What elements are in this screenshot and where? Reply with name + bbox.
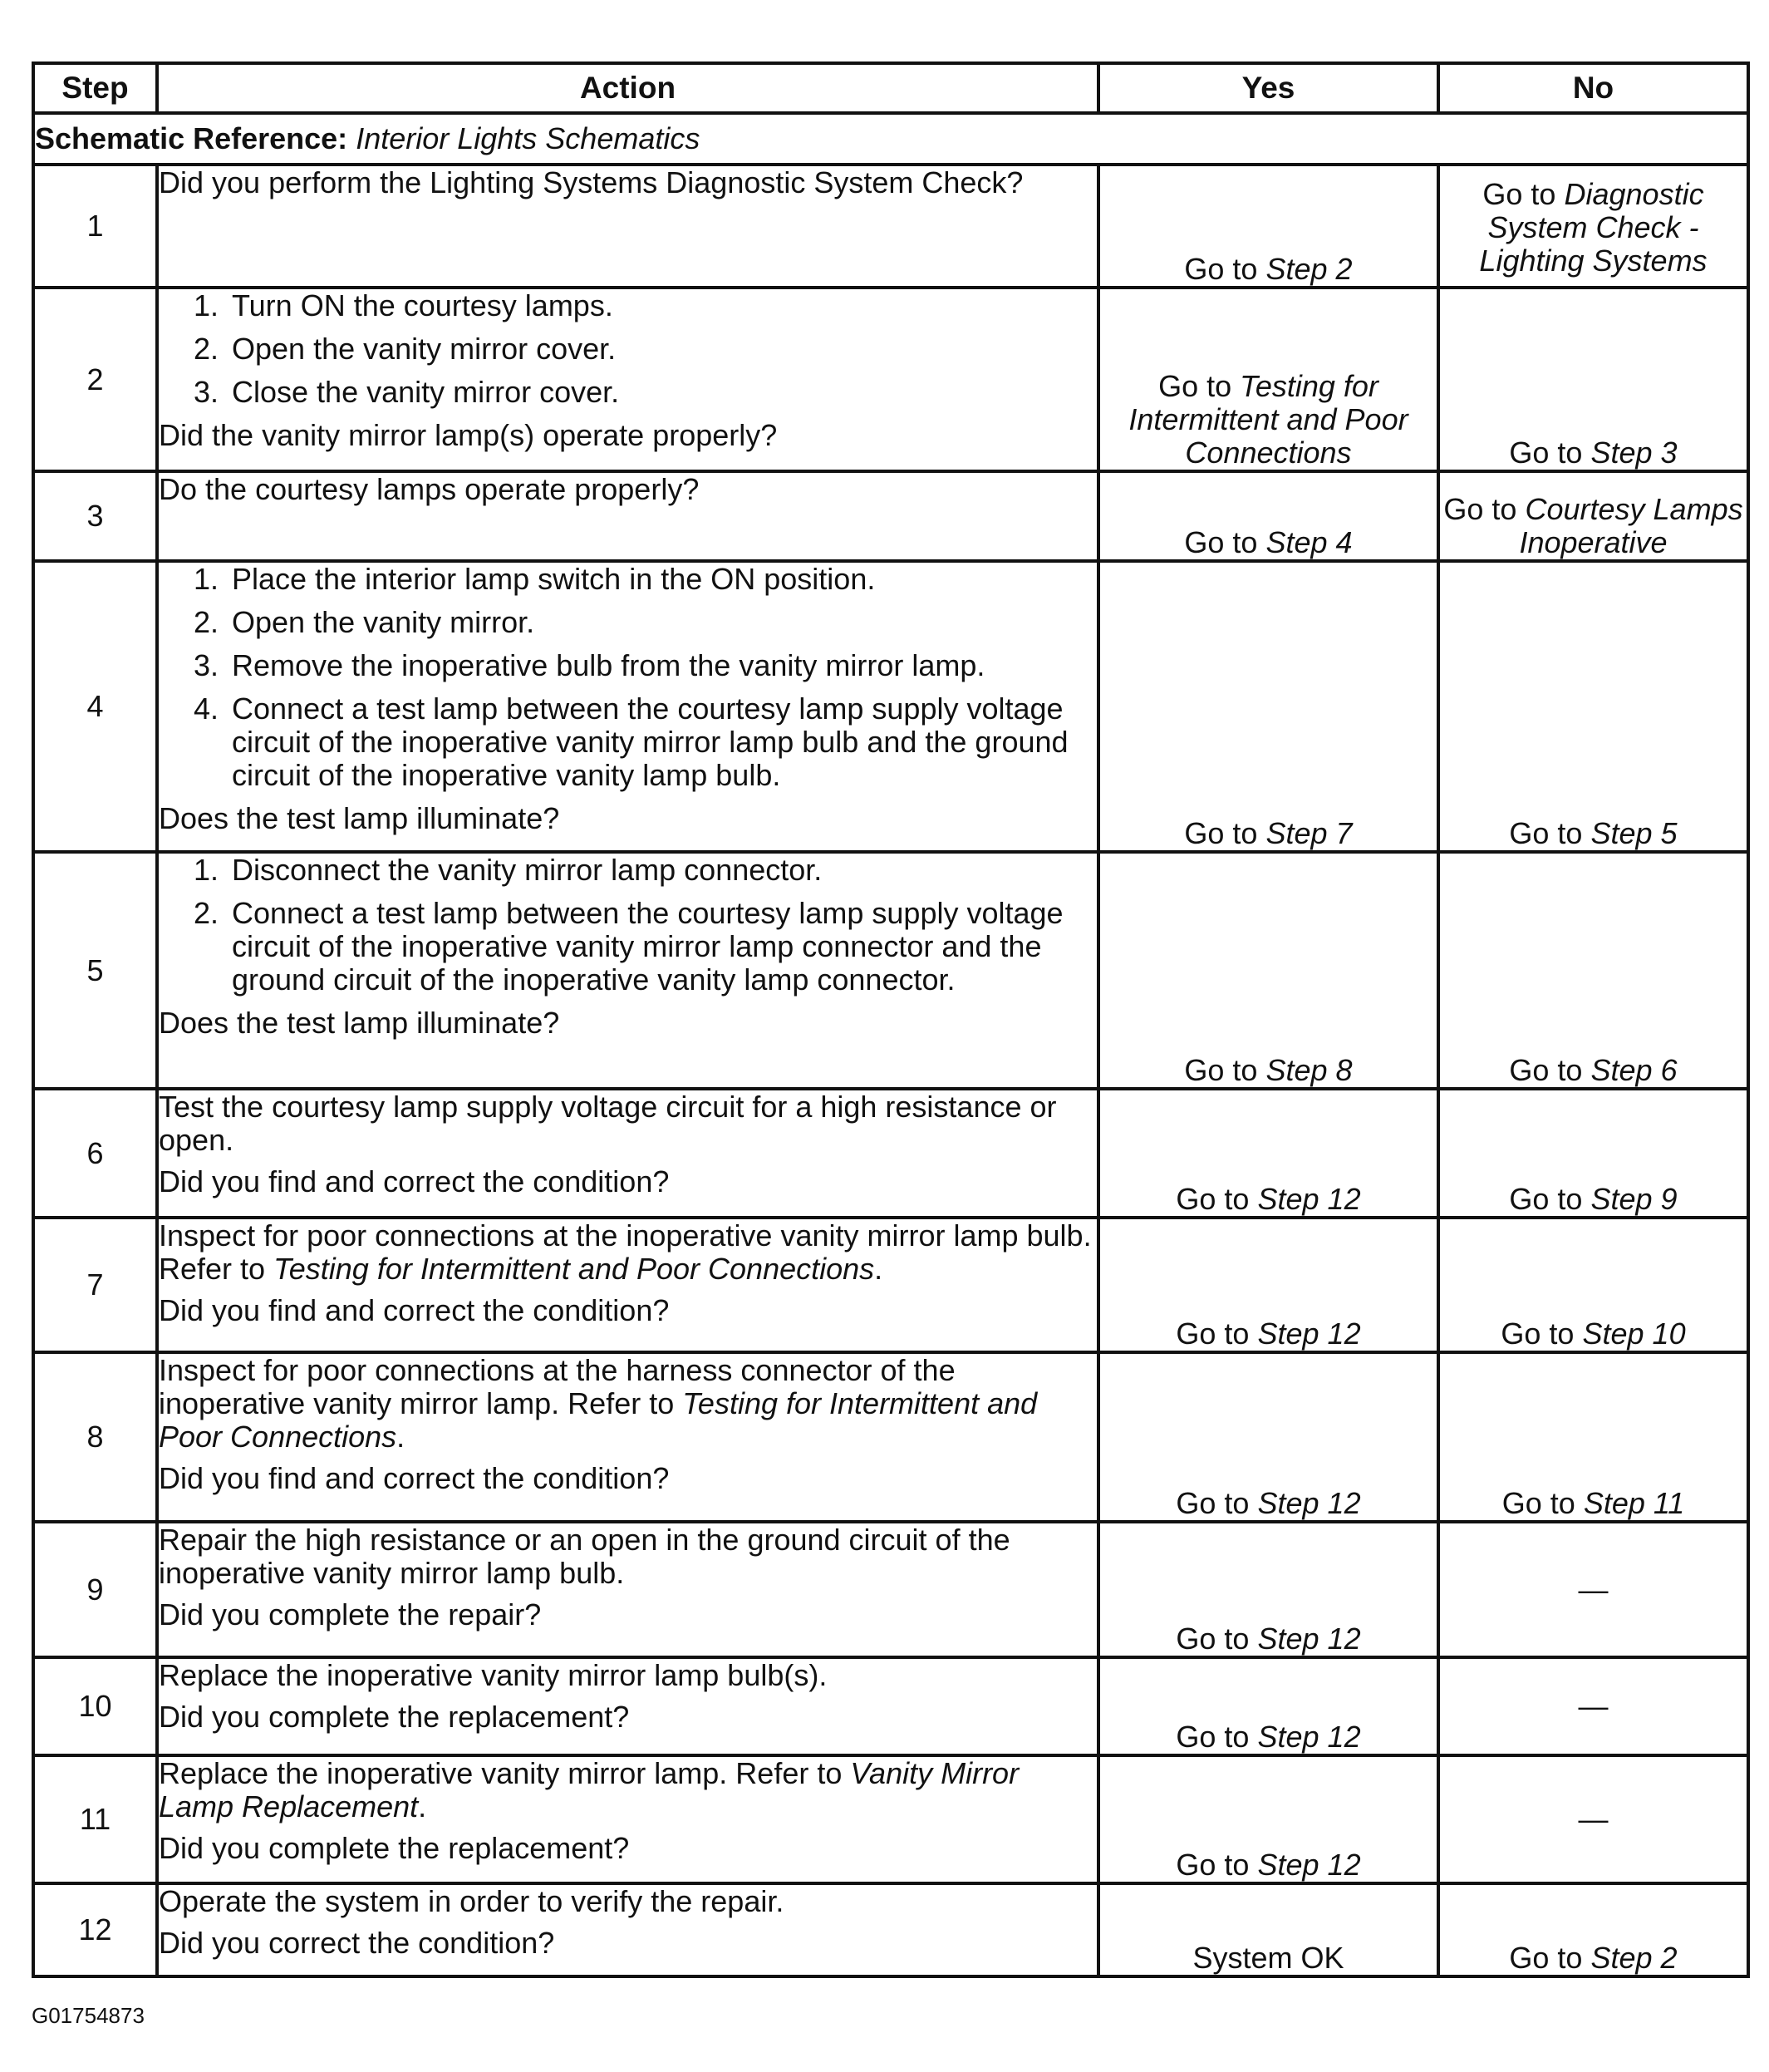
- action-step: 1. Turn ON the courtesy lamps.: [227, 289, 1097, 322]
- yes-prefix: Go to: [1176, 1848, 1250, 1882]
- no-prefix: Go to: [1509, 816, 1583, 850]
- action-text: Repair the high resistance or an open in the ground circuit of the inoperative vanity mirror lamp bulb.: [159, 1523, 1010, 1590]
- no-link[interactable]: Step 9: [1590, 1182, 1678, 1216]
- yes-cell: [1098, 165, 1438, 288]
- table-row: [33, 288, 1748, 471]
- step-number: 9: [33, 1522, 157, 1657]
- yes-link[interactable]: Step 8: [1265, 1053, 1353, 1087]
- yes-link[interactable]: Step 12: [1257, 1486, 1361, 1520]
- action-cell: [157, 1883, 1098, 1976]
- action-question: Does the test lamp illuminate?: [159, 1006, 560, 1040]
- action-cell: [157, 561, 1098, 852]
- step-number: 12: [33, 1883, 157, 1976]
- step-number: 10: [33, 1657, 157, 1755]
- yes-cell: [1098, 1218, 1438, 1352]
- no-prefix: Go to: [1509, 1053, 1583, 1087]
- action-question: Did you complete the replacement?: [159, 1700, 630, 1734]
- yes-prefix: Go to: [1176, 1622, 1250, 1656]
- action-steps-list: [159, 289, 1097, 409]
- action-text: Operate the system in order to verify the repair.: [159, 1884, 784, 1918]
- dash-not-applicable: —: [1578, 1802, 1609, 1836]
- header-no: No: [1438, 63, 1748, 113]
- action-cell: [157, 471, 1098, 561]
- yes-prefix: Go to: [1176, 1182, 1250, 1216]
- yes-prefix: Go to: [1184, 816, 1258, 850]
- yes-link[interactable]: Step 12: [1257, 1848, 1361, 1882]
- action-text: Inspect for poor connections at the harness connector of the inoperative vanity mirror lamp. Refer to Testing for Intermittent and Poor Connections.: [159, 1353, 1038, 1454]
- no-cell: [1438, 1218, 1748, 1352]
- action-text: Did you perform the Lighting Systems Diagnostic System Check?: [159, 165, 1024, 199]
- yes-cell: [1098, 1089, 1438, 1218]
- action-question: Did you find and correct the condition?: [159, 1461, 670, 1495]
- action-step: 3. Remove the inoperative bulb from the vanity mirror lamp.: [227, 649, 1097, 682]
- action-steps-list: [159, 854, 1097, 997]
- step-number: 3: [33, 471, 157, 561]
- no-link[interactable]: Step 11: [1583, 1486, 1685, 1520]
- no-cell: [1438, 471, 1748, 561]
- step-number: 4: [33, 561, 157, 852]
- no-prefix: Go to: [1509, 1182, 1583, 1216]
- action-step: 4. Connect a test lamp between the courtesy lamp supply voltage circuit of the inoperative vanity mirror lamp bulb and the ground circuit of the inoperative vanity lamp bulb.: [227, 692, 1097, 792]
- step-number: 11: [33, 1755, 157, 1883]
- no-cell: [1438, 1352, 1748, 1522]
- action-question: Did the vanity mirror lamp(s) operate properly?: [159, 418, 778, 452]
- step-number: 1: [33, 165, 157, 288]
- reference-link[interactable]: Vanity Mirror Lamp Replacement: [159, 1756, 1020, 1823]
- table-row: [33, 471, 1748, 561]
- action-step: 1. Disconnect the vanity mirror lamp connector.: [227, 854, 1097, 887]
- no-cell: [1438, 561, 1748, 852]
- action-question: Did you complete the repair?: [159, 1597, 542, 1632]
- no-cell: [1438, 1883, 1748, 1976]
- table-row: [33, 1089, 1748, 1218]
- dash-not-applicable: —: [1578, 1572, 1609, 1607]
- action-steps-list: [159, 563, 1097, 792]
- table-row: [33, 1883, 1748, 1976]
- table-row: [33, 1657, 1748, 1755]
- no-prefix: Go to: [1443, 492, 1517, 526]
- step-number: 8: [33, 1352, 157, 1522]
- step-number: 2: [33, 288, 157, 471]
- no-link[interactable]: Courtesy Lamps Inoperative: [1519, 492, 1743, 559]
- yes-link[interactable]: Step 12: [1257, 1317, 1361, 1351]
- yes-prefix: Go to: [1184, 252, 1258, 286]
- yes-cell: [1098, 1352, 1438, 1522]
- action-cell: [157, 1352, 1098, 1522]
- figure-id: G01754873: [32, 2003, 145, 2028]
- no-prefix: Go to: [1509, 1941, 1583, 1975]
- yes-prefix: Go to: [1176, 1317, 1250, 1351]
- yes-cell: [1098, 1657, 1438, 1755]
- no-link[interactable]: Step 10: [1582, 1317, 1686, 1351]
- no-link[interactable]: Step 3: [1590, 436, 1678, 470]
- action-question: Did you find and correct the condition?: [159, 1164, 670, 1198]
- yes-cell: [1098, 1883, 1438, 1976]
- action-cell: [157, 1657, 1098, 1755]
- yes-prefix: Go to: [1176, 1486, 1250, 1520]
- yes-link[interactable]: Step 4: [1265, 525, 1353, 559]
- yes-link[interactable]: Step 7: [1265, 816, 1353, 850]
- header-yes: Yes: [1098, 63, 1438, 113]
- no-cell: [1438, 165, 1748, 288]
- header-step: Step: [33, 63, 157, 113]
- action-cell: [157, 165, 1098, 288]
- reference-link[interactable]: Testing for Intermittent and Poor Connections: [273, 1252, 875, 1286]
- action-question: Did you find and correct the condition?: [159, 1293, 670, 1327]
- no-cell: [1438, 288, 1748, 471]
- action-text: Replace the inoperative vanity mirror lamp bulb(s).: [159, 1658, 828, 1692]
- yes-link[interactable]: Step 2: [1265, 252, 1353, 286]
- action-step: 3. Close the vanity mirror cover.: [227, 376, 1097, 409]
- schematic-reference: [33, 113, 1748, 165]
- action-step: 2. Open the vanity mirror.: [227, 606, 1097, 639]
- action-cell: [157, 1755, 1098, 1883]
- action-text: Do the courtesy lamps operate properly?: [159, 472, 700, 506]
- action-cell: [157, 852, 1098, 1089]
- action-cell: [157, 1218, 1098, 1352]
- yes-link[interactable]: Step 12: [1257, 1182, 1361, 1216]
- action-question: Does the test lamp illuminate?: [159, 801, 560, 835]
- yes-cell: [1098, 288, 1438, 471]
- yes-result: System OK: [1192, 1941, 1344, 1975]
- no-cell: [1438, 852, 1748, 1089]
- step-number: 5: [33, 852, 157, 1089]
- yes-link[interactable]: Step 12: [1257, 1720, 1361, 1754]
- schematic-reference-row: [33, 113, 1748, 165]
- header-row: [33, 63, 1748, 113]
- table-row: [33, 165, 1748, 288]
- no-cell: [1438, 1755, 1748, 1883]
- table-row: [33, 1755, 1748, 1883]
- no-cell: [1438, 1657, 1748, 1755]
- yes-prefix: Go to: [1184, 525, 1258, 559]
- yes-cell: [1098, 471, 1438, 561]
- action-text: Replace the inoperative vanity mirror lamp. Refer to Vanity Mirror Lamp Replacement.: [159, 1756, 1020, 1823]
- no-link[interactable]: Step 6: [1590, 1053, 1678, 1087]
- yes-cell: [1098, 1522, 1438, 1657]
- action-question: Did you complete the replacement?: [159, 1831, 630, 1865]
- yes-prefix: Go to: [1184, 1053, 1258, 1087]
- header-action: Action: [157, 63, 1098, 113]
- action-step: 2. Open the vanity mirror cover.: [227, 332, 1097, 366]
- no-link[interactable]: Diagnostic System Check - Lighting Systems: [1479, 177, 1708, 278]
- table-row: [33, 1522, 1748, 1657]
- yes-cell: [1098, 852, 1438, 1089]
- schematic-reference-label: Schematic Reference:: [35, 121, 348, 155]
- action-text: Test the courtesy lamp supply voltage circuit for a high resistance or open.: [159, 1090, 1057, 1157]
- no-prefix: Go to: [1509, 436, 1583, 470]
- action-question: Did you correct the condition?: [159, 1926, 555, 1960]
- schematic-reference-link[interactable]: Interior Lights Schematics: [356, 121, 700, 155]
- action-text: Inspect for poor connections at the inoperative vanity mirror lamp bulb. Refer to Testing for Intermittent and Poor Connections.: [159, 1218, 1092, 1286]
- yes-prefix: Go to: [1176, 1720, 1250, 1754]
- no-prefix: Go to: [1501, 1486, 1575, 1520]
- dash-not-applicable: —: [1578, 1689, 1609, 1723]
- action-cell: [157, 1522, 1098, 1657]
- table-row: [33, 1352, 1748, 1522]
- step-number: 6: [33, 1089, 157, 1218]
- action-step: 2. Connect a test lamp between the courtesy lamp supply voltage circuit of the inoperative vanity mirror lamp connector and the ground circuit of the inoperative vanity lamp connector.: [227, 897, 1097, 997]
- no-cell: [1438, 1522, 1748, 1657]
- no-link[interactable]: Step 2: [1590, 1941, 1678, 1975]
- no-prefix: Go to: [1482, 177, 1556, 211]
- action-cell: [157, 288, 1098, 471]
- table-row: [33, 852, 1748, 1089]
- yes-link[interactable]: Testing for Intermittent and Poor Connections: [1128, 369, 1408, 470]
- action-cell: [157, 1089, 1098, 1218]
- yes-prefix: Go to: [1158, 369, 1232, 403]
- no-cell: [1438, 1089, 1748, 1218]
- diagnostic-table: [32, 62, 1750, 1978]
- table-row: [33, 1218, 1748, 1352]
- yes-cell: [1098, 561, 1438, 852]
- table-row: [33, 561, 1748, 852]
- yes-cell: [1098, 1755, 1438, 1883]
- action-step: 1. Place the interior lamp switch in the ON position.: [227, 563, 1097, 596]
- no-prefix: Go to: [1501, 1317, 1575, 1351]
- yes-link[interactable]: Step 12: [1257, 1622, 1361, 1656]
- no-link[interactable]: Step 5: [1590, 816, 1678, 850]
- step-number: 7: [33, 1218, 157, 1352]
- reference-link[interactable]: Testing for Intermittent and Poor Connections: [159, 1386, 1038, 1454]
